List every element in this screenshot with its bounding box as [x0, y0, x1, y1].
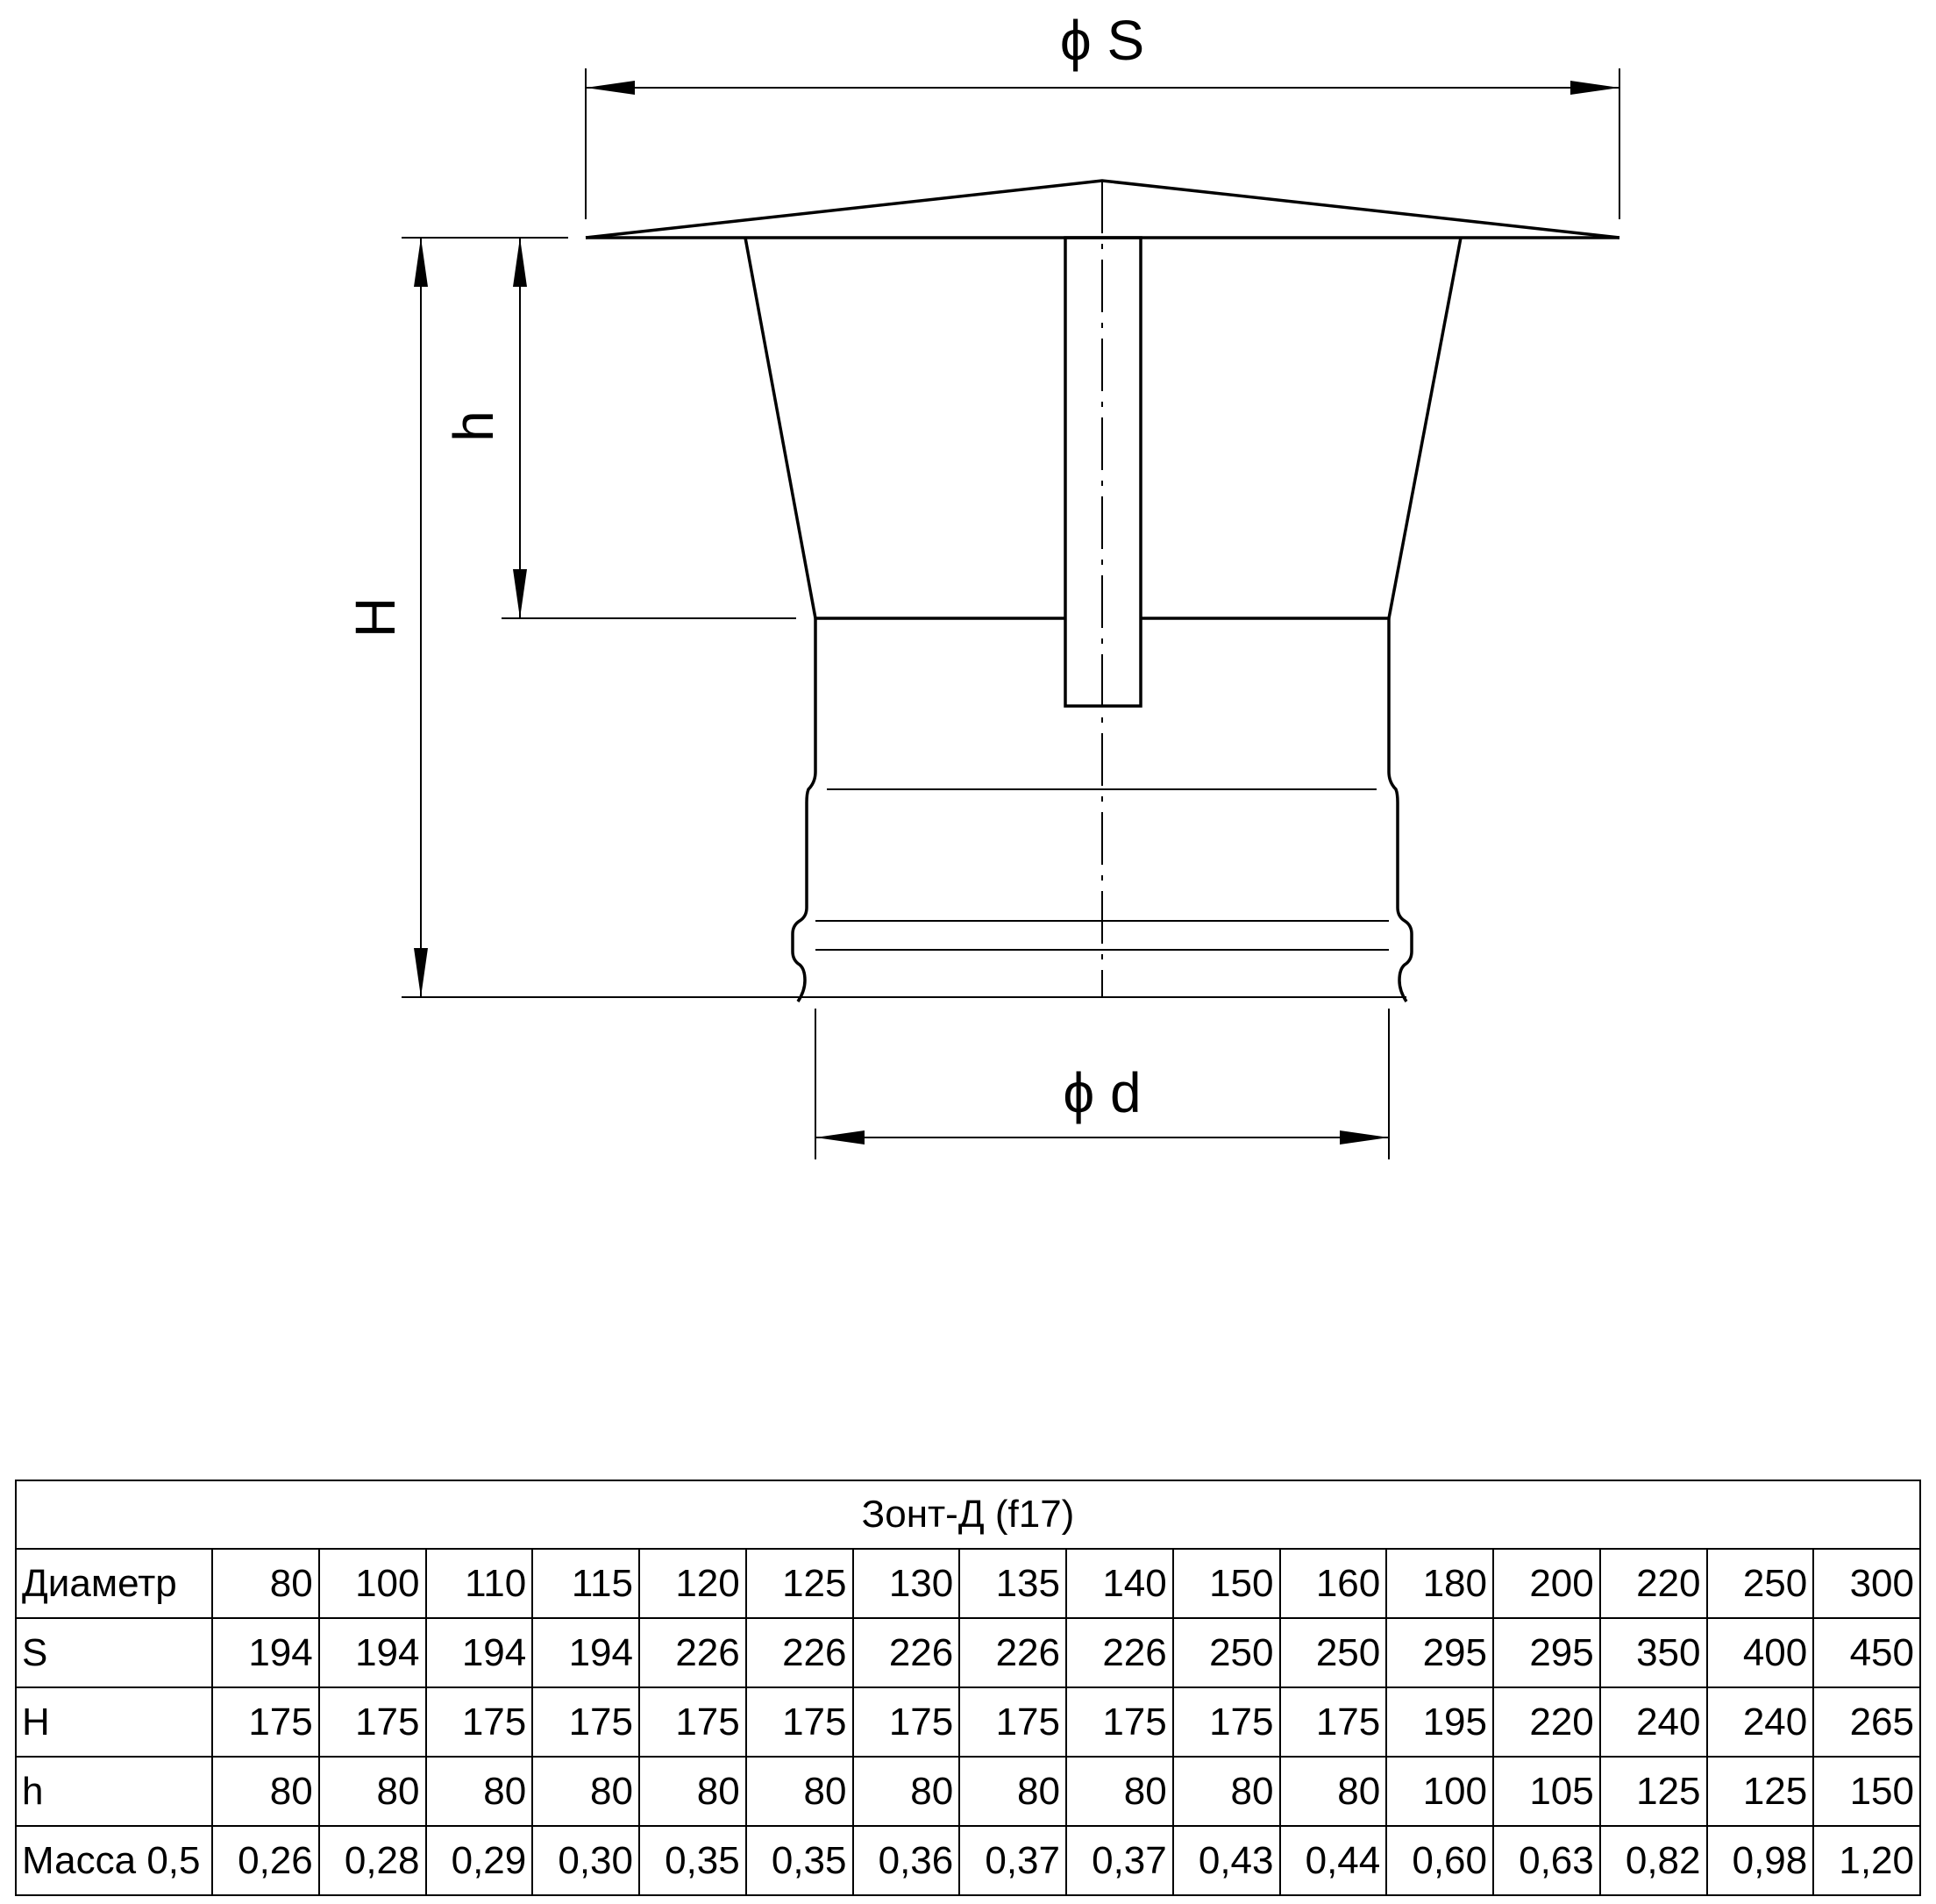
label-diameter-S: ϕ S: [1059, 9, 1145, 72]
table-cell: 175: [319, 1687, 426, 1757]
label-H: H: [344, 596, 407, 638]
table-cell: 125: [1707, 1757, 1814, 1826]
table-cell: 105: [1493, 1757, 1600, 1826]
table-cell: 300: [1813, 1549, 1920, 1618]
label-diameter-d: ϕ d: [1063, 1061, 1142, 1124]
table-cell: 80: [1280, 1757, 1387, 1826]
table-cell: 450: [1813, 1618, 1920, 1687]
table-cell: 226: [959, 1618, 1066, 1687]
table-cell: 220: [1600, 1549, 1707, 1618]
table-cell: 150: [1813, 1757, 1920, 1826]
table-cell: 175: [1280, 1687, 1387, 1757]
table-cell: 175: [959, 1687, 1066, 1757]
table-row: [16, 1687, 1920, 1757]
table-cell: 250: [1173, 1618, 1280, 1687]
row-label: S: [16, 1618, 212, 1687]
table-cell: 226: [1066, 1618, 1173, 1687]
table-row: [16, 1826, 1920, 1895]
table-cell: 0,30: [532, 1826, 639, 1895]
table-cell: 195: [1386, 1687, 1493, 1757]
table-cell: 0,60: [1386, 1826, 1493, 1895]
table-cell: 80: [212, 1757, 319, 1826]
specification-table: [15, 1480, 1921, 1896]
row-label: H: [16, 1687, 212, 1757]
table-cell: 175: [639, 1687, 746, 1757]
table-cell: 226: [853, 1618, 960, 1687]
table-cell: 80: [212, 1549, 319, 1618]
table-cell: 110: [426, 1549, 533, 1618]
table-cell: 80: [1173, 1757, 1280, 1826]
table-cell: 80: [319, 1757, 426, 1826]
table-cell: 240: [1707, 1687, 1814, 1757]
table-cell: 0,82: [1600, 1826, 1707, 1895]
table-cell: 80: [1066, 1757, 1173, 1826]
table-cell: 0,43: [1173, 1826, 1280, 1895]
table-cell: 0,37: [959, 1826, 1066, 1895]
table-cell: 0,28: [319, 1826, 426, 1895]
table-cell: 180: [1386, 1549, 1493, 1618]
table-cell: 0,29: [426, 1826, 533, 1895]
table-cell: 0,37: [1066, 1826, 1173, 1895]
table-cell: 0,35: [746, 1826, 853, 1895]
table-cell: 175: [1066, 1687, 1173, 1757]
table-cell: 350: [1600, 1618, 1707, 1687]
table-cell: 240: [1600, 1687, 1707, 1757]
table-title: Зонт-Д (f17): [16, 1480, 1920, 1549]
table-cell: 80: [426, 1757, 533, 1826]
table-cell: 100: [319, 1549, 426, 1618]
table-cell: 115: [532, 1549, 639, 1618]
label-h: h: [442, 410, 505, 442]
table-title-row: [16, 1480, 1920, 1549]
table-cell: 175: [212, 1687, 319, 1757]
table-cell: 0,36: [853, 1826, 960, 1895]
dimension-H: [344, 238, 428, 997]
table-cell: 400: [1707, 1618, 1814, 1687]
table-cell: 80: [959, 1757, 1066, 1826]
table-cell: 194: [426, 1618, 533, 1687]
table-cell: 120: [639, 1549, 746, 1618]
dimension-h: [442, 238, 527, 618]
table-cell: 0,44: [1280, 1826, 1387, 1895]
table-cell: 194: [212, 1618, 319, 1687]
table-cell: 0,63: [1493, 1826, 1600, 1895]
table-row: [16, 1618, 1920, 1687]
dimension-d: [815, 1009, 1389, 1159]
table-cell: 0,98: [1707, 1826, 1814, 1895]
table-header-row: [16, 1549, 1920, 1618]
table-cell: 194: [319, 1618, 426, 1687]
table-cell: 250: [1280, 1618, 1387, 1687]
table-cell: 194: [532, 1618, 639, 1687]
table-cell: 100: [1386, 1757, 1493, 1826]
table-cell: 220: [1493, 1687, 1600, 1757]
table-cell: 175: [853, 1687, 960, 1757]
table-cell: 80: [853, 1757, 960, 1826]
table-row: [16, 1757, 1920, 1826]
table-cell: 250: [1707, 1549, 1814, 1618]
table-cell: 175: [1173, 1687, 1280, 1757]
table-cell: 80: [746, 1757, 853, 1826]
table-cell: 80: [639, 1757, 746, 1826]
table-cell: 175: [746, 1687, 853, 1757]
table-cell: 130: [853, 1549, 960, 1618]
table-cell: 80: [532, 1757, 639, 1826]
table-cell: 140: [1066, 1549, 1173, 1618]
table-cell: 295: [1493, 1618, 1600, 1687]
row-label: Масса 0,5: [16, 1826, 212, 1895]
table-cell: 135: [959, 1549, 1066, 1618]
table-cell: 160: [1280, 1549, 1387, 1618]
table-cell: 226: [639, 1618, 746, 1687]
table-cell: 150: [1173, 1549, 1280, 1618]
table-cell: 226: [746, 1618, 853, 1687]
table-cell: 295: [1386, 1618, 1493, 1687]
table-cell: 1,20: [1813, 1826, 1920, 1895]
table-cell: 200: [1493, 1549, 1600, 1618]
table-cell: 125: [1600, 1757, 1707, 1826]
table-cell: 175: [532, 1687, 639, 1757]
row-label: h: [16, 1757, 212, 1826]
table-cell: 0,35: [639, 1826, 746, 1895]
table-cell: 125: [746, 1549, 853, 1618]
table-cell: 0,26: [212, 1826, 319, 1895]
row-label: Диаметр: [16, 1549, 212, 1618]
table-cell: 265: [1813, 1687, 1920, 1757]
table-cell: 175: [426, 1687, 533, 1757]
